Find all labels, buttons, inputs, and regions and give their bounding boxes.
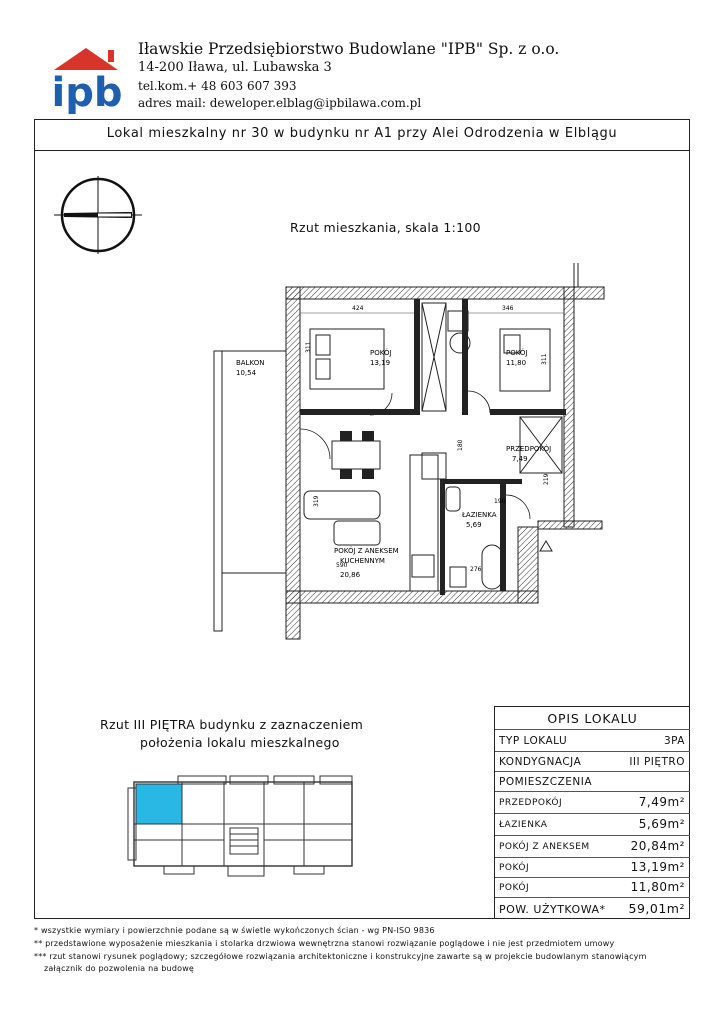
dim-311a: 311 (305, 341, 312, 353)
company-phone: tel.kom.+ 48 603 607 393 (138, 79, 297, 93)
opis-row-room (495, 857, 690, 878)
room-name: POKÓJ Z ANEKSEM (499, 842, 590, 852)
opis-row-room (495, 877, 690, 898)
dim-190: 190 (494, 498, 506, 505)
kond-label: KONDYGNACJA (499, 756, 582, 768)
plan-caption: Rzut mieszkania, skala 1:100 (290, 220, 481, 235)
total-value: 59,01m² (628, 901, 685, 916)
room-area-pokoj2: 11,80 (506, 359, 527, 367)
logo-text: ipb (51, 70, 123, 114)
dim-346: 346 (502, 305, 514, 312)
opis-row-room (495, 813, 690, 836)
company-address: 14-200 Iława, ul. Lubawska 3 (138, 60, 332, 75)
dim-311b: 311 (541, 353, 548, 365)
apartment-floor-plan (200, 255, 610, 645)
room-label-pokoj2: POKÓJ (506, 349, 528, 357)
dim-180: 180 (457, 439, 464, 451)
title-row (34, 119, 690, 151)
floor-caption-line1: Rzut III PIĘTRA budynku z zaznaczeniem (100, 717, 364, 732)
company-name: Iławskie Przedsiębiorstwo Budowlane "IPB" Sp. z o.o. (138, 40, 560, 58)
kond-value: III PIĘTRO (629, 756, 685, 768)
north-arrow-icon (48, 172, 148, 258)
room-value: 13,19m² (630, 860, 685, 874)
room-name: POKÓJ (499, 883, 530, 893)
typ-value: 3PA (663, 735, 685, 747)
room-value: 5,69m² (638, 817, 685, 831)
dim-424: 424 (352, 305, 364, 312)
room-name: PRZEDPOKÓJ (499, 798, 563, 808)
room-name: ŁAZIENKA (499, 820, 548, 830)
note-3: *** rzut stanowi rysunek poglądowy; szczegółowe rozwiązania architektoniczne i konstrukcyjne zawarte są w projekcie budowlanym stanowiącym (34, 952, 647, 961)
opis-row-room (495, 835, 690, 858)
pom-label: POMIESZCZENIA (499, 776, 593, 788)
room-name: POKÓJ (499, 863, 530, 873)
room-area-lazienka: 5,69 (466, 521, 482, 529)
note-1: * wszystkie wymiary i powierzchnie podane są w świetle wykończonych ścian - wg PN-ISO 9836 (34, 926, 435, 935)
floor-caption-line2: położenia lokalu mieszkalnego (140, 735, 340, 750)
room-label-salon: POKÓJ Z ANEKSEM (334, 547, 399, 555)
opis-row-kond (495, 751, 690, 772)
room-label-salon-2: KUCHENNYM (340, 557, 385, 565)
room-label-przedpokoj: PRZEDPOKÓJ (506, 445, 552, 453)
dim-276: 276 (470, 566, 482, 573)
room-area-balcony: 10,54 (236, 369, 257, 377)
page-title: Lokal mieszkalny nr 30 w budynku nr A1 przy Alei Odrodzenia w Elblągu (106, 126, 618, 141)
room-label-lazienka: ŁAZIENKA (462, 511, 497, 519)
dim-590: 590 (336, 562, 348, 569)
typ-label: TYP LOKALU (499, 735, 568, 747)
room-area-przedpokoj: 7,49 (512, 455, 528, 463)
room-value: 7,49m² (638, 795, 685, 809)
opis-row-pom (495, 771, 690, 792)
company-email: adres mail: deweloper.elblag@ipbilawa.com.pl (138, 96, 422, 110)
room-label-pokoj1: POKÓJ (370, 349, 392, 357)
total-label: POW. UŻYTKOWA* (499, 903, 606, 916)
room-value: 11,80m² (630, 880, 685, 894)
opis-row-typ (495, 729, 690, 752)
opis-lokalu-table (494, 706, 690, 919)
building-floor-plan (124, 768, 356, 882)
company-logo (48, 44, 126, 114)
room-label-balcony: BALKON (236, 359, 265, 367)
room-area-salon: 20,86 (340, 571, 361, 579)
room-value: 20,84m² (630, 839, 685, 853)
opis-row-total (495, 897, 690, 920)
note-4: załącznik do pozwolenia na budowę (44, 964, 195, 973)
room-area-pokoj1: 13,19 (370, 359, 391, 367)
dim-319: 319 (313, 495, 320, 507)
dim-219: 219 (543, 473, 550, 485)
opis-title: OPIS LOKALU (547, 711, 638, 726)
opis-row-room (495, 791, 690, 814)
note-2: ** przedstawione wyposażenie mieszkania i stolarka drzwiowa wewnętrzna stanowi rozwiązanie poglądowe i nie jest przedmiotem umowy (34, 939, 615, 948)
